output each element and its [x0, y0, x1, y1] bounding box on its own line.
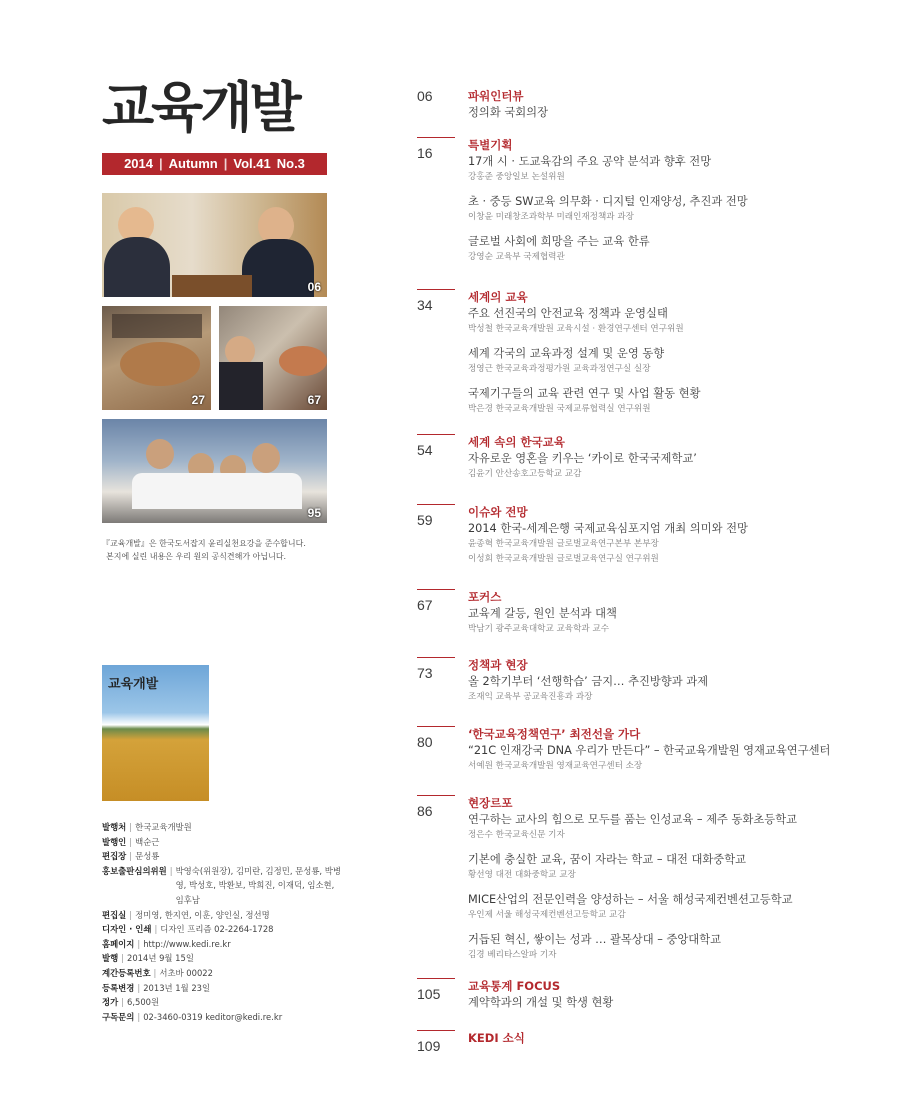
article-author: 박은경 한국교육개발원 국제교류협력실 연구위원	[468, 404, 651, 414]
colophon-value: 서초바 00022	[159, 967, 213, 978]
toc-section-title: 포커스	[468, 590, 502, 604]
toc-page-number: 34	[417, 297, 433, 313]
toc-article	[468, 521, 888, 567]
article-title: MICE산업의 전문인력을 양성하는 – 서울 해성국제컨벤션고등학교	[468, 893, 793, 906]
colophon-separator: |	[137, 938, 141, 949]
colophon	[102, 820, 342, 1024]
colophon-label: 발행	[102, 953, 119, 964]
article-title: 2014 한국-세계은행 국제교육심포지엄 개최 의미와 전망	[468, 522, 748, 535]
toc-article	[468, 154, 888, 185]
article-title: 국제기구들의 교육 관련 연구 및 사업 활동 현황	[468, 387, 701, 400]
toc-page-number: 06	[417, 88, 433, 104]
article-title: 주요 선진국의 안전교육 정책과 운영실태	[468, 307, 668, 320]
article-author: 김경 베리타스알파 기자	[468, 950, 557, 960]
colophon-label: 홈페이지	[102, 938, 135, 949]
article-author: 박남기 광주교육대학교 교육학과 교수	[468, 624, 610, 634]
colophon-row	[102, 849, 342, 864]
section-rule	[417, 1030, 455, 1031]
toc-entries	[468, 306, 888, 426]
article-author: 김윤기 안산송호고등학교 교감	[468, 469, 582, 479]
section-rule	[417, 795, 455, 796]
toc-entries	[468, 812, 888, 972]
colophon-separator: |	[169, 865, 173, 876]
colophon-row	[102, 908, 342, 923]
article-author: 정은수 한국교육신문 기자	[468, 830, 565, 840]
toc-article	[468, 892, 888, 923]
article-author: 서예원 한국교육개발원 영재교육연구센터 소장	[468, 761, 643, 771]
colophon-value: 2014년 9월 15일	[127, 953, 194, 964]
section-rule	[417, 434, 455, 435]
colophon-separator: |	[137, 1011, 141, 1022]
toc-section-title: 세계 속의 한국교육	[468, 435, 565, 449]
colophon-separator: |	[129, 836, 133, 847]
article-author: 이창윤 미래창조과학부 미래인재정책과 과장	[468, 212, 634, 222]
article-title: “21C 인재강국 DNA 우리가 만든다” – 한국교육개발원 영재교육연구센터	[468, 744, 831, 757]
toc-entries	[468, 105, 888, 130]
colophon-separator: |	[153, 967, 157, 978]
colophon-value: 2013년 1월 23일	[143, 982, 211, 993]
section-rule	[417, 137, 455, 138]
toc-article	[468, 995, 888, 1011]
toc-entries	[468, 995, 888, 1020]
colophon-label: 계간등록번호	[102, 967, 151, 978]
colophon-separator: |	[121, 997, 125, 1008]
colophon-row	[102, 1010, 342, 1025]
colophon-value: 박영숙(위원장), 김미란, 김정민, 문성룡, 박병영, 박성호, 박환보, 박희진, 이재덕, 임소현, 임후남	[175, 865, 341, 905]
article-title: 기본에 충실한 교육, 꿈이 자라는 학교 – 대전 대화중학교	[468, 853, 747, 866]
colophon-separator: |	[121, 953, 125, 964]
article-title: 자유로운 영혼을 키우는 ‘카이로 한국국제학교’	[468, 452, 697, 465]
toc-article	[468, 451, 888, 482]
toc-article	[468, 852, 888, 883]
colophon-label: 편집장	[102, 851, 127, 862]
toc-article	[468, 194, 888, 225]
issue-number: No.3	[276, 156, 305, 171]
toc-entries	[468, 674, 888, 714]
toc-article	[468, 234, 888, 265]
colophon-row	[102, 981, 342, 996]
photo-page-number: 27	[191, 393, 205, 407]
cover-thumbnail	[102, 665, 209, 801]
colophon-separator: |	[129, 822, 133, 832]
ethics-notice	[102, 537, 342, 563]
toc-page-number: 86	[417, 803, 433, 819]
toc-page-number: 80	[417, 734, 433, 750]
toc-page-number: 59	[417, 512, 433, 528]
article-title: 17개 시 · 도교육감의 주요 공약 분석과 향후 전망	[468, 155, 712, 168]
issue-volume: Vol.41	[233, 156, 271, 171]
colophon-row	[102, 966, 342, 981]
colophon-value: 디자인 프리즘 02-2264-1728	[160, 924, 274, 935]
colophon-row	[102, 995, 342, 1010]
photo-page-number: 67	[307, 393, 321, 407]
colophon-label: 구독문의	[102, 1011, 135, 1022]
toc-section-title: 현장르포	[468, 796, 513, 810]
colophon-row	[102, 820, 342, 835]
issue-separator: |	[223, 156, 228, 171]
issue-separator: |	[159, 156, 163, 171]
toc-page-number: 54	[417, 442, 433, 458]
colophon-label: 발행처	[102, 822, 127, 832]
colophon-label: 정가	[102, 997, 119, 1008]
article-author: 박성철 한국교육개발원 교육시설 · 환경연구센터 연구위원	[468, 324, 684, 334]
colophon-row	[102, 951, 342, 966]
meeting-photo	[219, 306, 327, 410]
colophon-separator: |	[129, 909, 133, 920]
colophon-label: 발행인	[102, 836, 127, 847]
colophon-row	[102, 835, 342, 850]
toc-page-number: 109	[417, 1038, 441, 1054]
logo-title: 교육개발	[102, 76, 299, 139]
colophon-value: 정미영, 한지연, 이훈, 양인실, 정선명	[135, 909, 270, 920]
colophon-separator: |	[129, 851, 133, 862]
toc-article	[468, 306, 888, 337]
toc-article	[468, 812, 888, 843]
ethics-line: 본지에 실린 내용은 우리 원의 공식견해가 아닙니다.	[106, 552, 287, 561]
colophon-row	[102, 922, 342, 937]
photo-page-number: 95	[307, 506, 321, 520]
article-title: 초 · 중등 SW교육 의무화 · 디지털 인재양성, 추진과 전망	[468, 195, 748, 208]
toc-section-title: 교육통계 FOCUS	[468, 979, 561, 993]
toc-section-title: KEDI 소식	[468, 1031, 525, 1045]
colophon-separator: |	[137, 982, 141, 993]
ethics-line: 『교육개발』은 한국도서잡지 윤리실천요강을 준수합니다.	[102, 539, 306, 548]
colophon-value: 한국교육개발원	[135, 822, 192, 832]
interview-photo	[102, 193, 327, 297]
colophon-label: 디자인 · 인쇄	[102, 924, 152, 935]
issue-year: 2014	[124, 156, 153, 171]
toc-entries	[468, 743, 888, 783]
cover-title: 교육개발	[108, 677, 159, 692]
colophon-row	[102, 937, 342, 952]
colophon-label: 편집실	[102, 909, 127, 920]
colophon-label: 홍보출판심의위원	[102, 865, 167, 876]
article-title: 연구하는 교사의 힘으로 모두를 품는 인성교육 – 제주 동화초등학교	[468, 813, 798, 826]
issue-season: Autumn	[168, 156, 218, 171]
article-title: 계약학과의 개설 및 학생 현황	[468, 996, 614, 1009]
toc-article	[468, 606, 888, 637]
colophon-value: http://www.kedi.re.kr	[143, 938, 231, 949]
section-rule	[417, 289, 455, 290]
article-author: 정영근 한국교육과정평가원 교육과정연구실 실장	[468, 364, 651, 374]
article-author: 강영순 교육부 국제협력관	[468, 252, 565, 262]
article-author: 강홍준 중앙일보 논설위원	[468, 172, 565, 182]
article-title: 글로벌 사회에 희망을 주는 교육 한류	[468, 235, 650, 248]
toc-section-title: ‘한국교육정책연구’ 최전선을 가다	[468, 727, 641, 741]
section-rule	[417, 589, 455, 590]
toc-entries	[468, 154, 888, 274]
article-title: 거듭된 혁신, 쌓이는 성과 … 괄목상대 – 중앙대학교	[468, 933, 722, 946]
section-rule	[417, 726, 455, 727]
toc-page-number: 67	[417, 597, 433, 613]
students-photo	[102, 419, 327, 523]
toc-article	[468, 386, 888, 417]
toc-article	[468, 346, 888, 377]
toc-page-number: 105	[417, 986, 441, 1002]
toc-section-title: 특별기획	[468, 138, 513, 152]
colophon-row	[102, 864, 342, 908]
article-title: 올 2학기부터 ‘선행학습’ 금지… 추진방향과 과제	[468, 675, 709, 688]
article-author: 윤종혁 한국교육개발원 글로벌교육연구본부 본부장	[468, 539, 659, 549]
article-title: 교육계 갈등, 원인 분석과 대책	[468, 607, 617, 620]
toc-article	[468, 674, 888, 705]
section-rule	[417, 504, 455, 505]
toc-entries	[468, 451, 888, 491]
toc-section-title: 세계의 교육	[468, 290, 528, 304]
colophon-value: 6,500원	[127, 997, 160, 1008]
article-author: 황선영 대전 대화중학교 교장	[468, 870, 576, 880]
colophon-separator: |	[154, 924, 158, 935]
colophon-label: 등록변경	[102, 982, 135, 993]
toc-page-number: 73	[417, 665, 433, 681]
colophon-value: 백순근	[135, 836, 160, 847]
article-author: 조재익 교육부 공교육진흥과 과장	[468, 692, 593, 702]
colophon-value: 문성룡	[135, 851, 160, 862]
classroom-photo	[102, 306, 211, 410]
toc-article	[468, 105, 888, 121]
toc-section-title: 정책과 현장	[468, 658, 528, 672]
toc-section-title: 파워인터뷰	[468, 89, 524, 103]
photo-page-number: 06	[307, 280, 321, 294]
article-title: 세계 각국의 교육과정 설계 및 운영 동향	[468, 347, 665, 360]
toc-entries	[468, 606, 888, 646]
section-rule	[417, 978, 455, 979]
colophon-value: 02-3460-0319 keditor@kedi.re.kr	[143, 1011, 283, 1022]
magazine-logo	[102, 72, 328, 144]
toc-article	[468, 932, 888, 963]
toc-article	[468, 743, 888, 774]
toc-entries	[468, 521, 888, 576]
toc-page-number: 16	[417, 145, 433, 161]
toc-section-title: 이슈와 전망	[468, 505, 528, 519]
issue-info-bar	[102, 153, 327, 175]
section-rule	[417, 657, 455, 658]
article-title: 정의화 국회의장	[468, 106, 548, 119]
article-author: 우인제 서울 해성국제컨벤션고등학교 교감	[468, 910, 626, 920]
article-author: 이성회 한국교육개발원 글로벌교육연구실 연구위원	[468, 554, 659, 564]
